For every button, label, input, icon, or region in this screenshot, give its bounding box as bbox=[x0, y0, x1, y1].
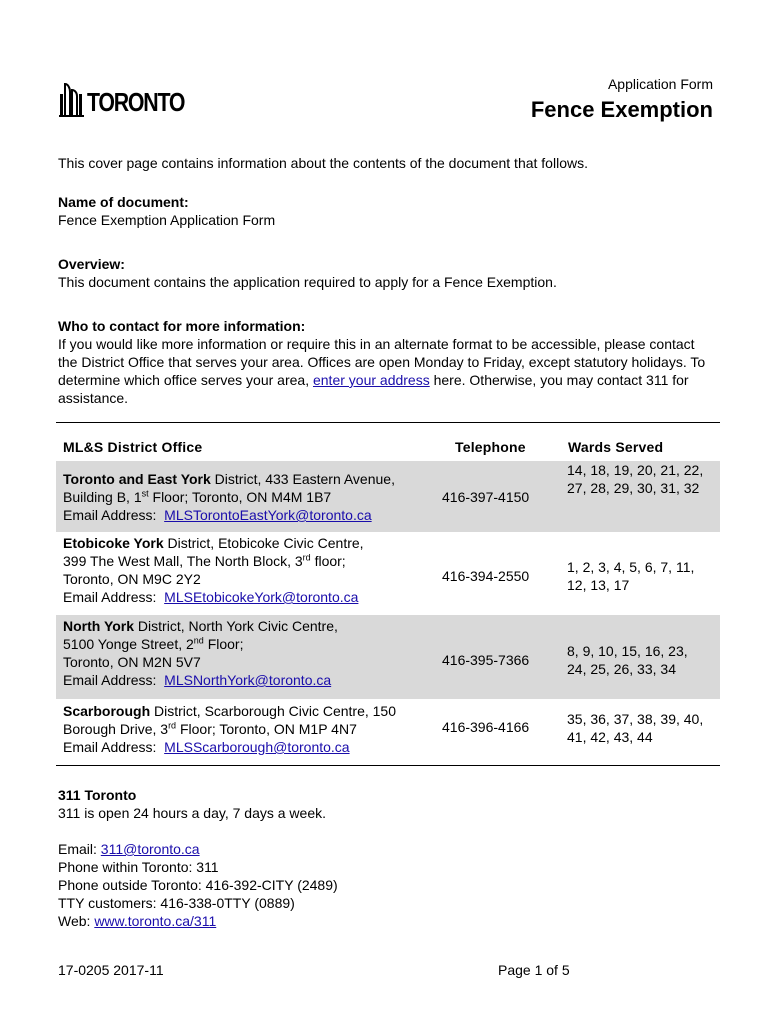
overview-heading: Overview: bbox=[58, 256, 125, 272]
name-of-document-section bbox=[58, 193, 714, 229]
toronto-logo bbox=[58, 80, 185, 118]
office-email-link[interactable]: MLSScarborough@toronto.ca bbox=[164, 739, 350, 755]
toronto-311-phone-outside: Phone outside Toronto: 416-392-CITY (2489) bbox=[58, 877, 338, 893]
office-email-link[interactable]: MLSTorontoEastYork@toronto.ca bbox=[164, 507, 372, 523]
office-address-line: District, Scarborough Civic Centre, 150 bbox=[150, 703, 396, 719]
telephone-cell: 416-394-2550 bbox=[442, 568, 530, 584]
office-cell bbox=[63, 702, 438, 756]
office-email-link[interactable]: MLSEtobicokeYork@toronto.ca bbox=[164, 589, 359, 605]
table-row bbox=[56, 532, 720, 615]
logo-wordmark: TORONTO bbox=[87, 87, 185, 117]
office-address-line: floor; bbox=[310, 553, 346, 569]
toronto-311-email-link[interactable]: 311@toronto.ca bbox=[100, 841, 200, 857]
table-row bbox=[56, 699, 720, 765]
toronto-311-hours: 311 is open 24 hours a day, 7 days a week. bbox=[58, 805, 326, 821]
overview-section bbox=[58, 255, 714, 291]
office-address-line: Building B, 1 bbox=[63, 489, 142, 505]
enter-address-link[interactable]: enter your address bbox=[312, 372, 430, 388]
telephone-cell: 416-396-4166 bbox=[442, 719, 530, 735]
office-address-line: Toronto, ON M9C 2Y2 bbox=[63, 571, 201, 587]
toronto-311-heading: 311 Toronto bbox=[58, 787, 137, 803]
email-label: Email Address: bbox=[63, 507, 157, 523]
ordinal-suffix: nd bbox=[193, 635, 204, 646]
office-cell bbox=[63, 470, 438, 524]
contact-text bbox=[58, 335, 708, 407]
toronto-311-web-link[interactable]: www.toronto.ca/311 bbox=[94, 913, 217, 929]
form-type-label: Application Form bbox=[607, 76, 713, 92]
office-address-line: Borough Drive, 3 bbox=[63, 721, 169, 737]
email-label: Email Address: bbox=[63, 589, 157, 605]
office-cell bbox=[63, 534, 438, 606]
office-address-line: 5100 Yonge Street, 2 bbox=[63, 636, 194, 652]
table-row bbox=[56, 615, 720, 699]
office-address-line: Floor; Toronto, ON M4M 1B7 bbox=[148, 489, 332, 505]
intro-text: This cover page contains information about the contents of the document that follows. bbox=[58, 155, 588, 171]
office-name: Scarborough bbox=[63, 703, 151, 719]
page-number: Page 1 of 5 bbox=[498, 962, 570, 978]
office-address-line: District, North York Civic Centre, bbox=[134, 618, 338, 634]
wards-cell: 14, 18, 19, 20, 21, 22, 27, 28, 29, 30, 31, 32 bbox=[567, 462, 704, 496]
email-label: Email Address: bbox=[63, 739, 157, 755]
toronto-311-tty: TTY customers: 416-338-0TTY (0889) bbox=[58, 895, 295, 911]
contact-text-end: here. Otherwise, you may contact 311 for assistance. bbox=[58, 372, 689, 406]
contact-section bbox=[58, 317, 708, 407]
email-label: Email Address: bbox=[63, 672, 157, 688]
contact-text-start: If you would like more information or require this in an alternate format to be accessible, please contact the District Office that serves your area. Offices are open Monday to Friday, except statutory holidays. To determine which office serves your area, bbox=[58, 336, 706, 388]
col-header-office: ML&S District Office bbox=[63, 439, 203, 455]
page-title: Fence Exemption bbox=[530, 97, 713, 122]
district-office-table bbox=[56, 422, 720, 766]
form-code: 17-0205 2017-11 bbox=[58, 962, 164, 978]
telephone-cell: 416-397-4150 bbox=[442, 489, 530, 505]
wards-cell: 8, 9, 10, 15, 16, 23, 24, 25, 26, 33, 34 bbox=[567, 643, 688, 677]
wards-cell: 35, 36, 37, 38, 39, 40, 41, 42, 43, 44 bbox=[567, 711, 704, 745]
telephone-cell: 416-395-7366 bbox=[442, 652, 530, 668]
toronto-311-email-label: Email: bbox=[58, 841, 101, 857]
wards-cell: 1, 2, 3, 4, 5, 6, 7, 11, 12, 13, 17 bbox=[567, 559, 695, 593]
office-address-line: District, 433 Eastern Avenue, bbox=[210, 471, 395, 487]
office-address-line: 399 The West Mall, The North Block, 3 bbox=[63, 553, 303, 569]
table-row bbox=[56, 461, 720, 532]
office-cell bbox=[63, 617, 438, 689]
office-address-line: District, Etobicoke Civic Centre, bbox=[163, 535, 364, 551]
office-name: Toronto and East York bbox=[63, 471, 211, 487]
office-address-line: Floor; Toronto, ON M1P 4N7 bbox=[176, 721, 357, 737]
overview-text: This document contains the application required to apply for a Fence Exemption. bbox=[58, 274, 557, 290]
office-name: North York bbox=[63, 618, 135, 634]
contact-heading: Who to contact for more information: bbox=[58, 318, 306, 334]
table-header bbox=[56, 423, 720, 461]
name-of-document-value: Fence Exemption Application Form bbox=[58, 212, 276, 228]
office-email-link[interactable]: MLSNorthYork@toronto.ca bbox=[164, 672, 332, 688]
ordinal-suffix: st bbox=[141, 488, 149, 499]
toronto-311-phone-within: Phone within Toronto: 311 bbox=[58, 859, 219, 875]
office-address-line: Floor; bbox=[203, 636, 244, 652]
toronto-311-web-label: Web: bbox=[58, 913, 95, 929]
col-header-telephone: Telephone bbox=[455, 439, 526, 455]
ordinal-suffix: rd bbox=[168, 720, 177, 731]
office-address-line: Toronto, ON M2N 5V7 bbox=[63, 654, 201, 670]
name-of-document-heading: Name of document: bbox=[58, 194, 189, 210]
office-name: Etobicoke York bbox=[63, 535, 164, 551]
col-header-wards: Wards Served bbox=[568, 439, 664, 455]
ordinal-suffix: rd bbox=[302, 552, 311, 563]
toronto-311-section bbox=[58, 786, 714, 930]
